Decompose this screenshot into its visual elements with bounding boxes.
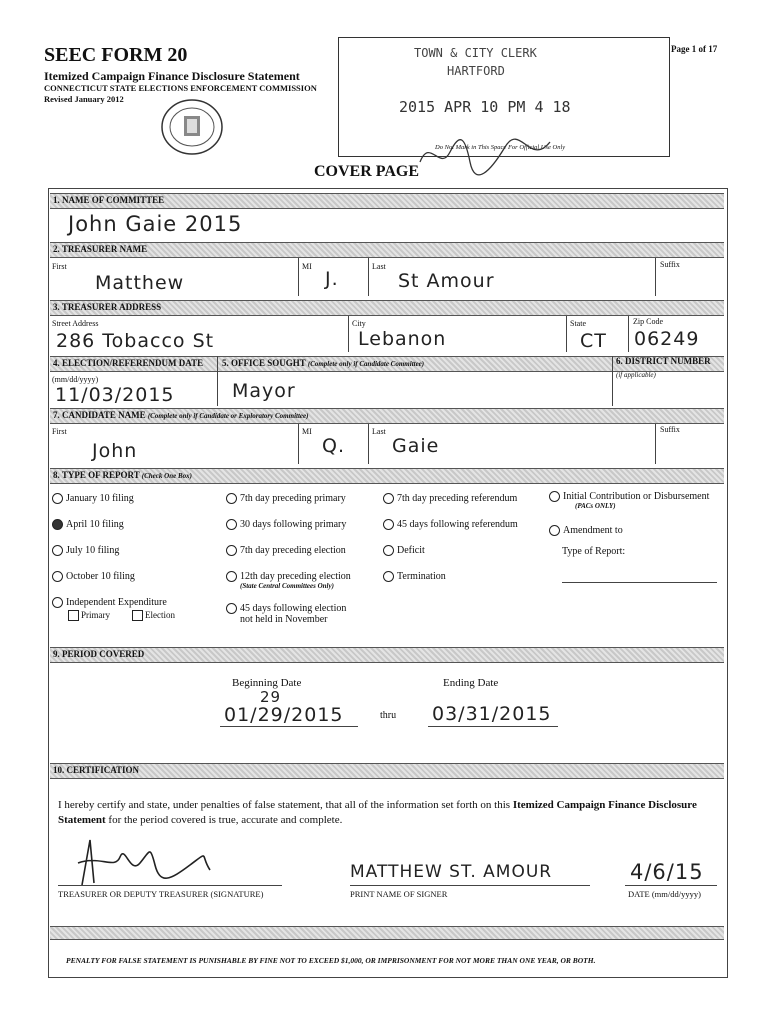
state-seal-icon [160, 98, 224, 156]
end-date-value[interactable]: 03/31/2015 [432, 703, 552, 725]
section-election-date: 4. ELECTION/REFERENDUM DATE [53, 358, 204, 368]
begin-date-correction: 29 [260, 688, 282, 706]
begin-date-value[interactable]: 01/29/2015 [224, 704, 344, 726]
treasurer-last-value[interactable]: St Amour [398, 270, 495, 292]
opt-12th-election[interactable]: 12th day preceding election (State Central Committees Only) [226, 571, 351, 590]
signature-label: TREASURER OR DEPUTY TREASURER (SIGNATURE) [58, 889, 264, 899]
label-ending-date: Ending Date [443, 677, 499, 689]
stamp-date: 2015 APR 10 PM 4 18 [399, 98, 571, 116]
zip-value[interactable]: 06249 [634, 328, 700, 350]
cover-page-title: COVER PAGE [314, 163, 420, 180]
section-district: 6. DISTRICT NUMBER [616, 356, 711, 366]
date-label: DATE (mm/dd/yyyy) [628, 889, 701, 899]
section-treasurer-address: 3. TREASURER ADDRESS [50, 300, 724, 316]
checked-radio-icon [52, 519, 63, 530]
label-last: Last [372, 262, 386, 271]
candidate-mi-value[interactable]: Q. [322, 435, 345, 457]
certification-text: I hereby certify and state, under penalties of false statement, that all of the information set forth on this Itemized Campaign Finance Disclosure Statement for the period covered is true, accurate and complete. [58, 799, 697, 826]
opt-april[interactable]: April 10 filing [52, 519, 124, 530]
penalty-divider [50, 926, 724, 940]
candidate-first-value[interactable]: John [92, 440, 138, 462]
section-treasurer-name: 2. TREASURER NAME [50, 242, 724, 258]
label-city: City [352, 319, 366, 328]
opt-7th-primary[interactable]: 7th day preceding primary [226, 493, 346, 504]
opt-deficit[interactable]: Deficit [383, 545, 425, 556]
form-title: SEEC FORM 20 [44, 44, 188, 66]
opt-7th-referendum[interactable]: 7th day preceding referendum [383, 493, 517, 504]
label-cand-first: First [52, 427, 67, 436]
opt-7th-election[interactable]: 7th day preceding election [226, 545, 346, 556]
print-name-label: PRINT NAME OF SIGNER [350, 889, 448, 899]
section-office-sought: 5. OFFICE SOUGHT (Complete only if Candidate Committee) [222, 358, 425, 368]
stamp-city: HARTFORD [447, 64, 505, 78]
label-cand-suffix: Suffix [660, 425, 680, 434]
label-type-of-report: Type of Report: [562, 546, 626, 557]
revised-date: Revised January 2012 [44, 94, 124, 104]
opt-indep-primary[interactable]: Primary [68, 610, 110, 621]
opt-termination[interactable]: Termination [383, 571, 446, 582]
stamp-note: Do Not Mark in This Space For Official Use Only [435, 144, 566, 151]
label-cand-mi: MI [302, 427, 312, 436]
opt-january[interactable]: January 10 filing [52, 493, 134, 504]
office-value[interactable]: Mayor [232, 380, 296, 402]
label-mi: MI [302, 262, 312, 271]
street-value[interactable]: 286 Tobacco St [56, 330, 215, 352]
penalty-text: PENALTY FOR FALSE STATEMENT IS PUNISHABLE BY FINE NOT TO EXCEED $1,000, OR IMPRISONMENT FOR NOT MORE THAN ONE YEAR, OR BOTH. [66, 956, 596, 965]
stamp-clerk: TOWN & CITY CLERK [414, 46, 537, 60]
sign-date-value[interactable]: 4/6/15 [630, 860, 704, 884]
section-committee-name: 1. NAME OF COMMITTEE [50, 193, 724, 209]
section-report-title: 8. TYPE OF REPORT (Check One Box) [53, 470, 192, 480]
committee-name-value[interactable]: John Gaie 2015 [68, 212, 243, 236]
opt-30-primary[interactable]: 30 days following primary [226, 519, 346, 530]
section-period-covered: 9. PERIOD COVERED [50, 647, 724, 663]
city-value[interactable]: Lebanon [358, 328, 447, 350]
print-name-value[interactable]: MATTHEW ST. AMOUR [350, 862, 553, 882]
opt-amendment[interactable]: Amendment to [549, 525, 623, 536]
state-value[interactable]: CT [580, 330, 607, 352]
label-beginning-date: Beginning Date [232, 677, 302, 689]
page-number: Page 1 of 17 [671, 44, 718, 54]
label-street: Street Address [52, 319, 99, 328]
label-first: First [52, 262, 67, 271]
agency-name: CONNECTICUT STATE ELECTIONS ENFORCEMENT COMMISSION [44, 83, 317, 93]
label-zip: Zip Code [633, 317, 663, 326]
opt-45-referendum[interactable]: 45 days following referendum [383, 519, 518, 530]
opt-independent[interactable]: Independent Expenditure [52, 597, 167, 608]
form-subtitle: Itemized Campaign Finance Disclosure Statement [44, 69, 300, 83]
label-thru: thru [380, 710, 397, 721]
treasurer-first-value[interactable]: Matthew [95, 272, 185, 294]
election-date-value[interactable]: 11/03/2015 [55, 384, 175, 406]
opt-july[interactable]: July 10 filing [52, 545, 119, 556]
opt-indep-election[interactable]: Election [132, 610, 175, 621]
label-state: State [570, 319, 586, 328]
opt-initial-contribution[interactable]: Initial Contribution or Disbursement (PACs ONLY) [549, 491, 709, 510]
label-cand-last: Last [372, 427, 386, 436]
candidate-last-value[interactable]: Gaie [392, 435, 440, 457]
opt-45-election[interactable]: 45 days following election not held in November [226, 603, 346, 625]
opt-october[interactable]: October 10 filing [52, 571, 135, 582]
treasurer-mi-value[interactable]: J. [325, 268, 339, 290]
label-suffix: Suffix [660, 260, 680, 269]
label-date-format: (mm/dd/yyyy) [52, 375, 99, 384]
clerk-signature-icon [410, 132, 560, 180]
section-certification: 10. CERTIFICATION [50, 763, 724, 779]
section-candidate-title: 7. CANDIDATE NAME (Complete only if Candidate or Exploratory Committee) [53, 410, 309, 420]
district-note: (if applicable) [616, 371, 656, 379]
